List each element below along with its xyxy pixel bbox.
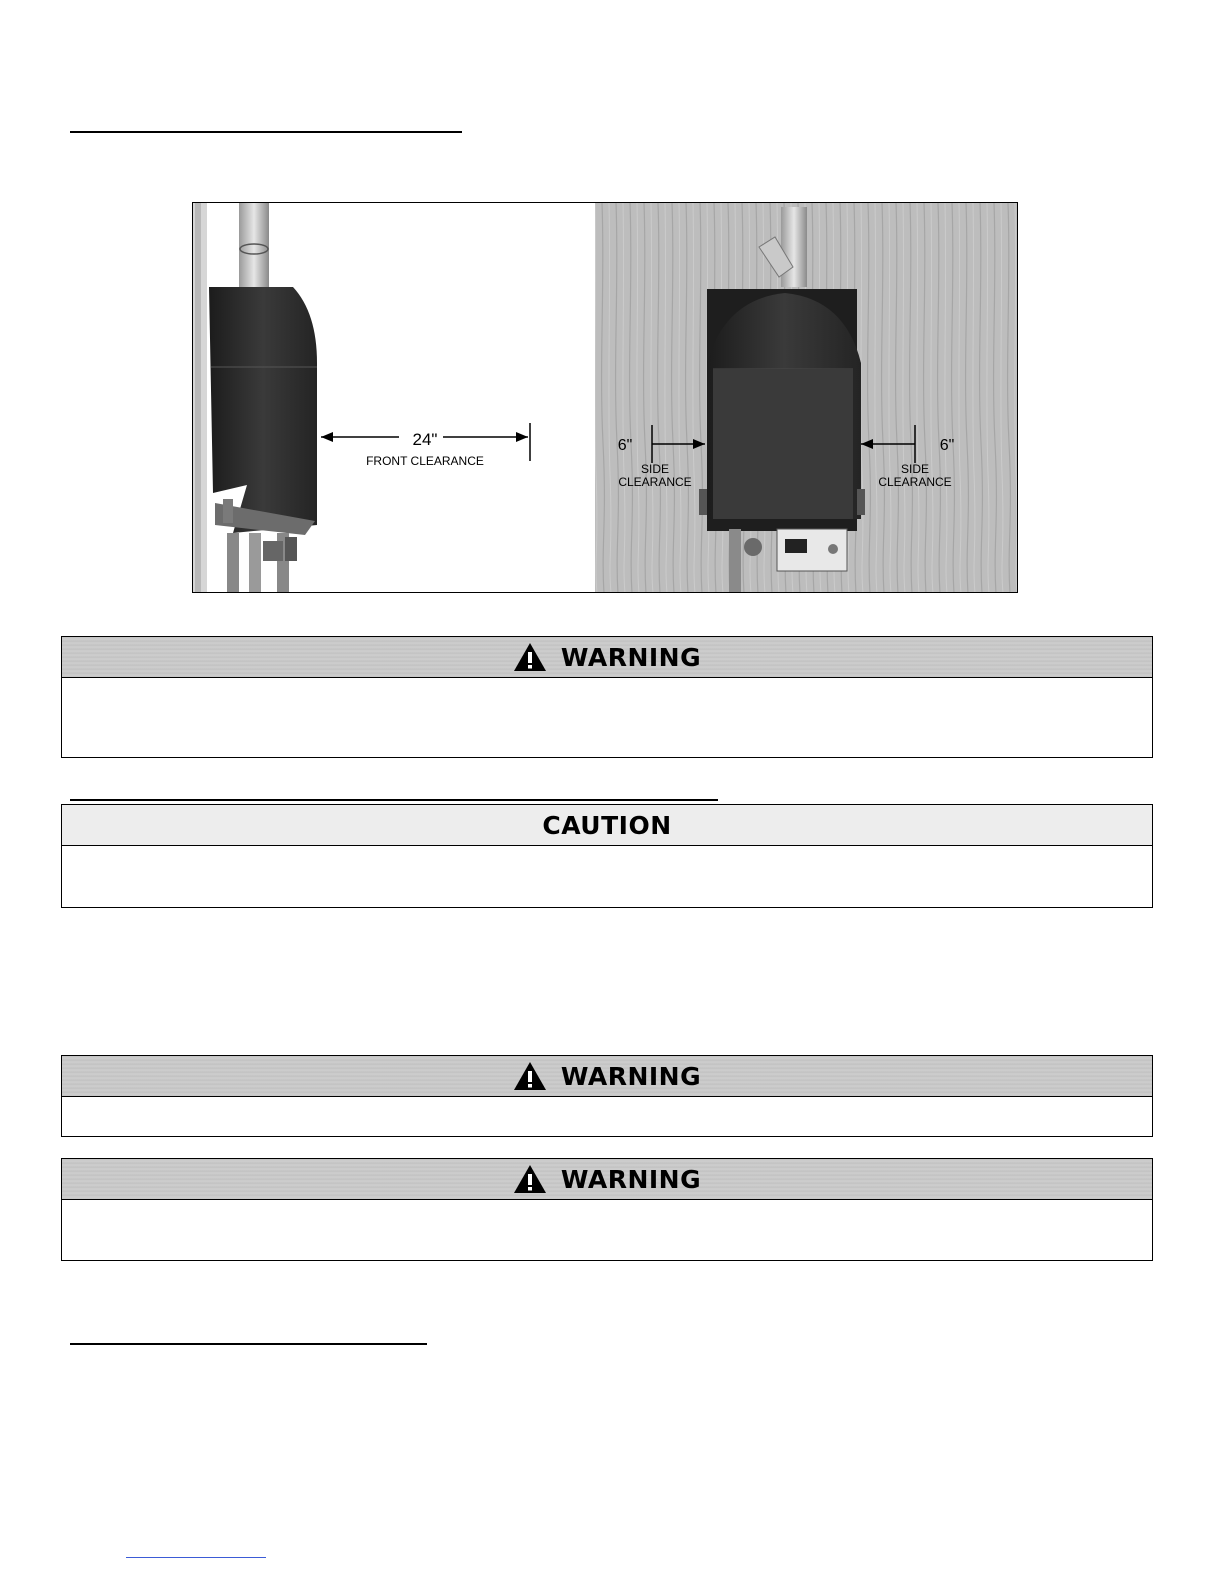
- warning-triangle-icon: [513, 1164, 547, 1194]
- section-heading-rule-2: [70, 799, 718, 801]
- warning-header-1: [62, 637, 1152, 678]
- caution-box-1: [61, 804, 1153, 908]
- section-heading-rule-3: [70, 1343, 427, 1345]
- clearance-figure: [192, 202, 1018, 593]
- warning-box-2: [61, 1055, 1153, 1137]
- caution-title-1: CAUTION: [542, 810, 672, 840]
- warning-box-3: [61, 1158, 1153, 1261]
- right-side-clearance-label-line2: CLEARANCE: [878, 475, 952, 489]
- hyperlink-underline[interactable]: [126, 1557, 266, 1558]
- right-side-clearance-distance: 6": [939, 437, 955, 454]
- right-side-clearance-label-line1: SIDE: [900, 462, 930, 476]
- left-side-clearance-label-line1: SIDE: [640, 462, 670, 476]
- warning-box-1: [61, 636, 1153, 758]
- warning-triangle-icon: [513, 1061, 547, 1091]
- warning-header-2: [62, 1056, 1152, 1097]
- caution-header-1: [62, 805, 1152, 846]
- warning-title-2: WARNING: [560, 1061, 702, 1091]
- front-view-illustration: [595, 203, 1018, 593]
- front-clearance-label: FRONT CLEARANCE: [366, 454, 484, 468]
- warning-title-3: WARNING: [560, 1164, 702, 1194]
- side-view-illustration: [193, 203, 317, 593]
- front-clearance-distance: 24": [412, 430, 438, 449]
- section-heading-rule-1: [70, 131, 462, 133]
- warning-header-3: [62, 1159, 1152, 1200]
- warning-title-1: WARNING: [560, 642, 702, 672]
- warning-triangle-icon: [513, 642, 547, 672]
- left-side-clearance-distance: 6": [617, 437, 633, 454]
- left-side-clearance-label-line2: CLEARANCE: [618, 475, 692, 489]
